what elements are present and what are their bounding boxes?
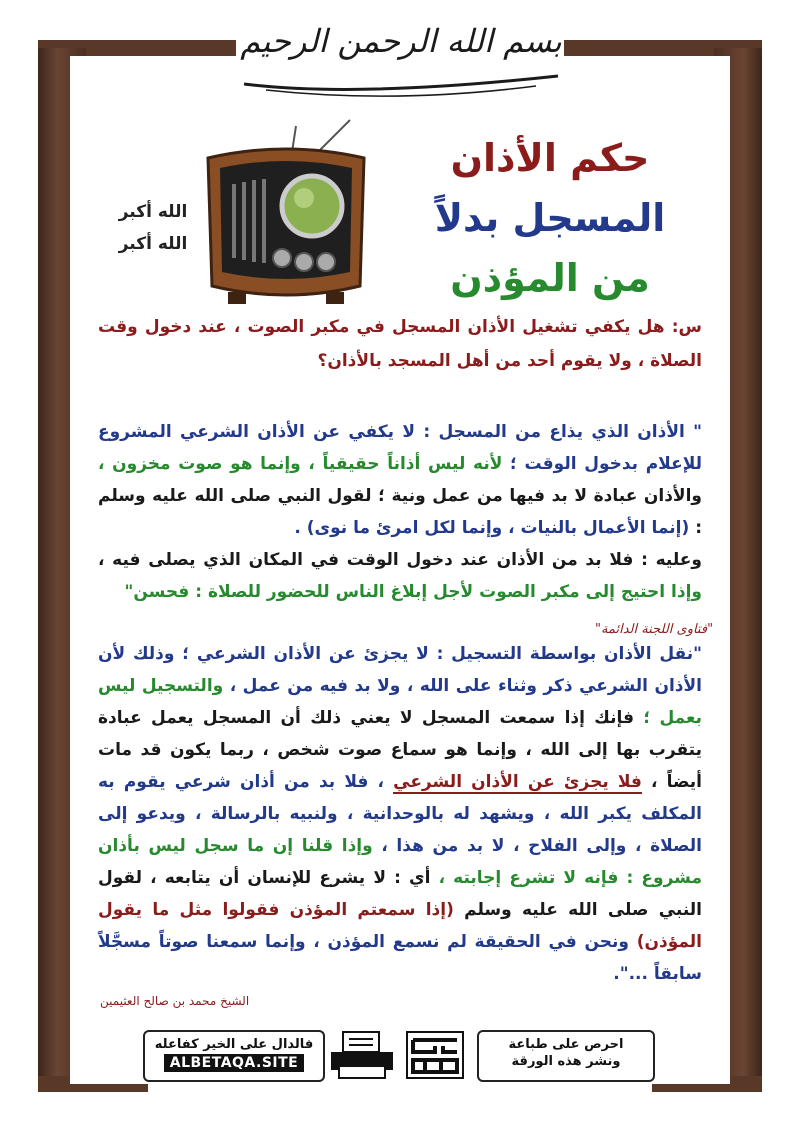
footer-site-link[interactable]: ALBETAQA.SITE	[164, 1054, 305, 1072]
fatwa-1-s3: والأذان عبادة لا بد فيها من عمل ونية ؛ لقول النبي صلى الله عليه وسلم :	[98, 486, 702, 538]
takbir-line-1: الله أكبر	[118, 202, 188, 222]
fatwa-2-s8: (إذا سمعتم المؤذن فقولوا مثل ما يقول المؤذن)	[98, 900, 702, 952]
footer-site-box	[143, 1030, 325, 1082]
fatwa-2-s4-underlined: فلا يجزئ عن الأذان الشرعي	[393, 772, 642, 792]
fatwa-1-s5: وعليه : فلا بد من الأذان عند دخول الوقت في المكان الذي يصلى فيه ،	[98, 550, 702, 570]
fatwa-2-s3: فإنك إذا سمعت المسجل لا يعني ذلك أن المسجل يعمل عبادة يتقرب بها إلى الله ، وإنما هو سماع صوت شخص ، ربما يكون قد مات أيضاً ،	[98, 708, 703, 792]
radio-icon	[200, 118, 372, 308]
fatwa-2-paragraph	[98, 638, 702, 990]
takbir-line-2: الله أكبر	[118, 234, 188, 254]
fatwa-2-s5: ، فلا بد من أذان شرعي يقوم به المكلف يكبر الله ، ويشهد له بالوحدانية ، ولنبيه بالرسالة ، ويدعو إلى الصلاة ، وإلى الفلاح ، لا بد من هذا ،	[98, 772, 702, 856]
albetaqa-logo-icon	[405, 1030, 465, 1080]
source-permanent-committee: "فتاوى اللجنة الدائمة"	[595, 622, 714, 637]
source-sheikh-uthaymeen: الشيخ محمد بن صالح العثيمين	[100, 994, 250, 1008]
title-line-1: حكم الأذان	[450, 136, 650, 180]
takbir-text	[104, 196, 202, 260]
fatwa-2-s2: والتسجيل ليس بعمل ؛	[98, 676, 702, 728]
basmala-text: بسم الله الرحمن الرحيم	[240, 22, 562, 60]
title-line-3: من المؤذن	[450, 256, 650, 300]
fatwa-2-s6: وإذا قلنا إن ما سجل ليس بأذان مشروع : فإنه لا تشرع إجابته ،	[98, 836, 702, 888]
footer-print-line-2: ونشر هذه الورقة	[511, 1054, 621, 1069]
basmala-header	[236, 6, 566, 102]
fatwa-2-s7: أي : لا يشرع للإنسان أن يتابعه ، لقول النبي صلى الله عليه وسلم	[98, 868, 702, 920]
fatwa-2-s1: "نقل الأذان بواسطة التسجيل : لا يجزئ عن الأذان الشرعي ؛ وذلك لأن الأذان الشرعي ذكر وثناء على الله ، ولا بد فيه من عمل ،	[98, 644, 702, 696]
fatwa-1-s4: (إنما الأعمال بالنيات ، وإنما لكل امرئ ما نوى) .	[294, 518, 690, 538]
fatwa-1-paragraph	[98, 416, 702, 608]
footer-bar	[143, 1030, 655, 1080]
question-text: س: هل يكفي تشغيل الأذان المسجل في مكبر الصوت ، عند دخول وقت الصلاة ، ولا يقوم أحد من أهل المسجد بالأذان؟	[98, 317, 702, 371]
title-line-2: المسجل بدلاً	[434, 196, 666, 240]
fatwa-1-s1: " الأذان الذي يذاع من المسجل : لا يكفي عن الأذان الشرعي المشروع للإعلام بدخول الوقت ؛	[98, 422, 702, 474]
footer-proverb: فالدال على الخير كفاعله	[154, 1037, 314, 1052]
fatwa-1-s6: وإذا احتيج إلى مكبر الصوت لأجل إبلاغ الناس للحضور للصلاة : فحسن"	[124, 582, 702, 602]
printer-icon	[329, 1030, 395, 1080]
footer-print-line-1: احرص على طباعة	[508, 1037, 624, 1052]
page-title	[395, 128, 705, 308]
fatwa-2-s9: ونحن في الحقيقة لم نسمع المؤذن ، وإنما سمعنا صوتاً مسجَّلاً سابقاً ...".	[98, 932, 702, 984]
fatwa-1-s2: لأنه ليس أذاناً حقيقياً ، وإنما هو صوت مخزون ،	[98, 454, 503, 474]
footer-print-box	[477, 1030, 655, 1082]
article-body	[98, 306, 702, 990]
